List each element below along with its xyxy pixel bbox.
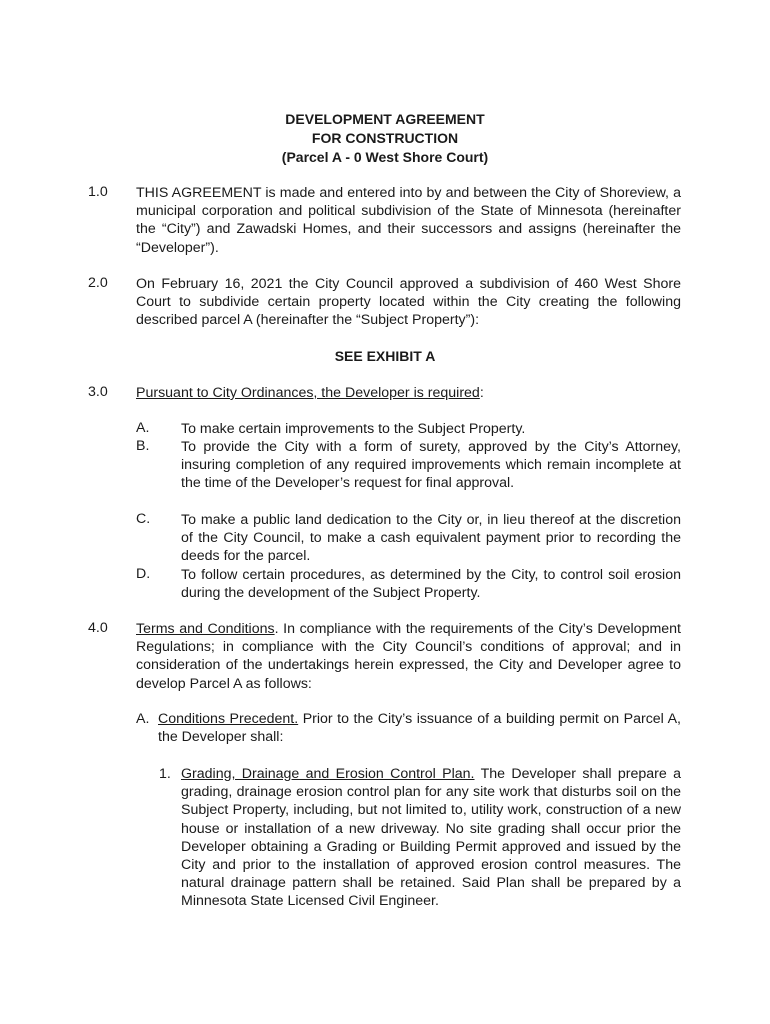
subsection-a-text	[158, 710, 681, 746]
item-a-letter: A.	[136, 420, 150, 436]
subsection-a	[136, 710, 681, 746]
subsection-1-body: The Developer shall prepare a grading, drainage erosion control plan for any site work that disturbs soil on the Subject Property, including, but not limited to, utility work, construction of a new house or installation of a new driveway. No site grading shall occur prior the Developer obtaining a Grading or Building Permit approved and issued by the City and prior to the installation of approved erosion control measures. The natural drainage pattern shall be retained. Said Plan shall be prepared by a Minnesota State Licensed Civil Engineer.	[181, 766, 681, 910]
section-3-number: 3.0	[88, 384, 108, 400]
subsection-a-body: Prior to the City’s issuance of a building permit on Parcel A, the Developer shall:	[158, 711, 681, 746]
item-c-letter: C.	[136, 511, 151, 527]
section-1-text: THIS AGREEMENT is made and entered into by and between the City of Shoreview, a municipal corporation and political subdivision of the State of Minnesota (hereinafter the “City”) and Zawadski Homes, and their successors and assigns (hereinafter the “Developer”).	[136, 185, 681, 256]
item-d-letter: D.	[136, 566, 151, 582]
subsection-1-text	[181, 765, 681, 911]
subsection-a-label: A.	[136, 711, 150, 727]
exhibit-heading: SEE EXHIBIT A	[334, 348, 436, 364]
section-3-lead	[136, 384, 681, 402]
section-4-body: . In compliance with the requirements of the City’s Development Regulations; in compliance with the City Council’s conditions of approval; and in consideration of the undertakings herein expressed, the City and Developer agree to develop Parcel A as follows:	[136, 621, 681, 692]
section-4-number: 4.0	[88, 620, 108, 636]
section-2-number: 2.0	[88, 275, 108, 291]
section-4-text	[136, 620, 681, 693]
section-3-lead-underlined: Pursuant to City Ordinances, the Developer is required	[136, 385, 480, 401]
subsection-1-heading: Grading, Drainage and Erosion Control Plan.	[181, 766, 475, 783]
item-c-text: To make a public land dedication to the City or, in lieu thereof at the discretion of the City Council, to make a cash equivalent payment prior to recording the deeds for the parcel.	[181, 512, 681, 565]
item-d-text: To follow certain procedures, as determined by the City, to control soil erosion during the development of the Subject Property.	[181, 567, 681, 602]
subsection-1-label: 1.	[159, 766, 171, 782]
section-4-heading: Terms and Conditions	[136, 621, 275, 637]
section-1-number: 1.0	[88, 184, 108, 200]
doc-title-line3: (Parcel A - 0 West Shore Court)	[281, 149, 489, 165]
section-3-lead-tail: :	[479, 385, 484, 401]
item-a-text: To make certain improvements to the Subject Property.	[181, 421, 526, 437]
item-b-letter: B.	[136, 438, 150, 454]
item-b-text: To provide the City with a form of surety, approved by the City’s Attorney, insuring completion of any required improvements which remain incomplete at the time of the Developer’s request for final approval.	[181, 439, 681, 492]
doc-title-line2: FOR CONSTRUCTION	[311, 130, 459, 146]
subsection-1	[159, 765, 681, 911]
section-2-text: On February 16, 2021 the City Council approved a subdivision of 460 West Shore Court to subdivide certain property located within the City creating the following described parcel A (hereinafter the “Subject Property”):	[136, 276, 681, 329]
doc-title-line1: DEVELOPMENT AGREEMENT	[285, 111, 485, 127]
subsection-a-heading: Conditions Precedent.	[158, 711, 299, 728]
